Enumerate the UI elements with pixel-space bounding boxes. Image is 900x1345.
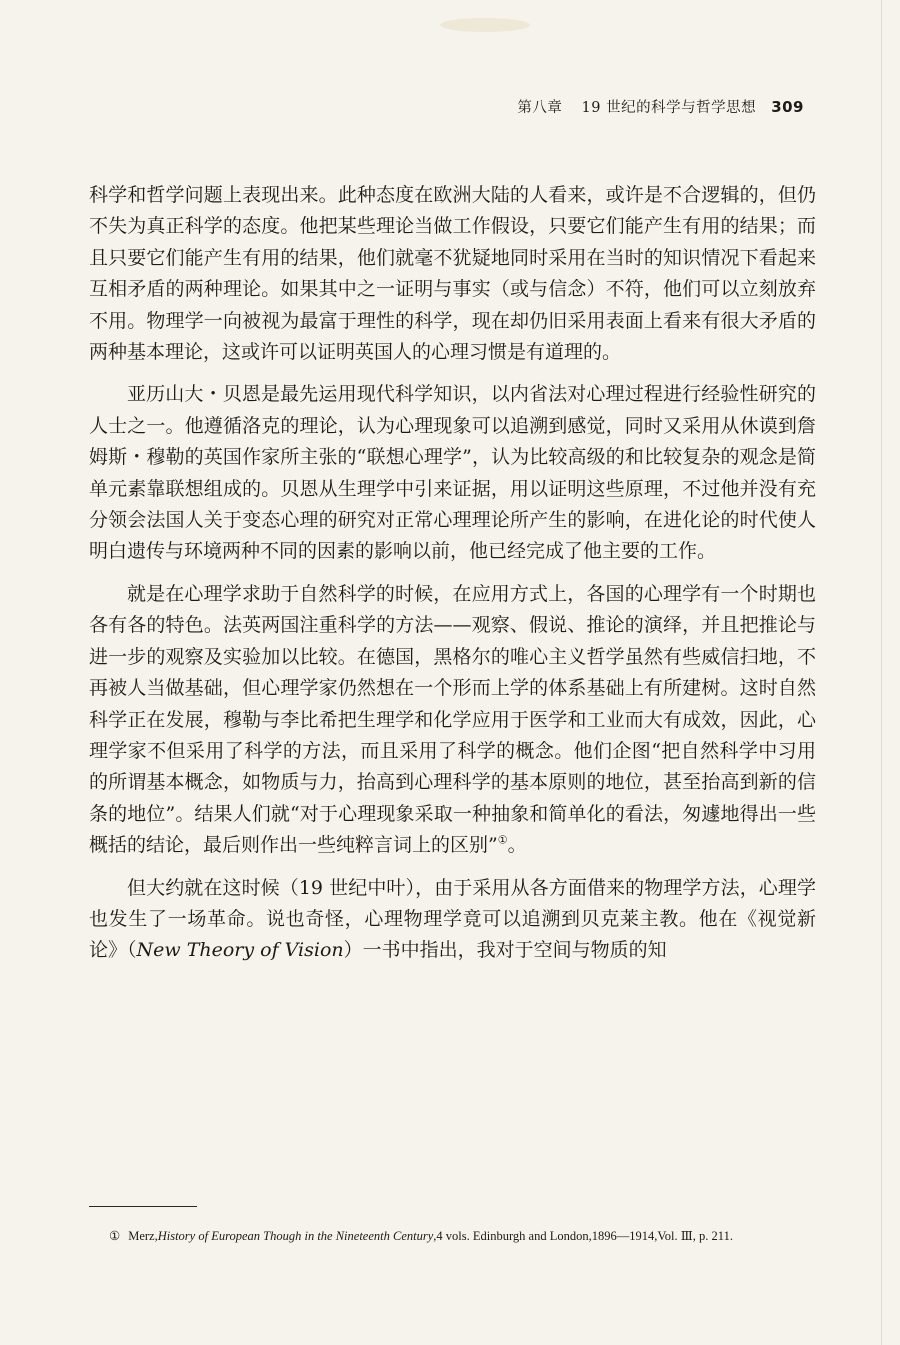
paragraph-4-text-b: ）一书中指出，我对于空间与物质的知: [343, 939, 667, 962]
page-edge: [881, 0, 882, 1345]
chapter-title: 19 世纪的科学与哲学思想: [581, 100, 757, 116]
chapter-label: 第八章: [517, 100, 563, 116]
paragraph-3-end: 。: [507, 834, 527, 857]
running-header: [517, 96, 804, 117]
book-title-italic: New Theory of Vision: [136, 939, 344, 962]
footnote-title: History of European Though in the Nineteenth Century: [157, 1229, 434, 1243]
paper-stain: [440, 18, 530, 32]
paragraph-1: 科学和哲学问题上表现出来。此种态度在欧洲大陆的人看来，或许是不合逻辑的，但仍不失为真正科学的态度。他把某些理论当做工作假设，只要它们能产生有用的结果；而且只要它们能产生有用的结果，他们就毫不犹疑地同时采用在当时的知识情况下看起来互相矛盾的两种理论。如果其中之一证明与事实（或与信念）不符，他们可以立刻放弃不用。物理学一向被视为最富于理性的科学，现在却仍旧采用表面上看来有很大矛盾的两种基本理论，这或许可以证明英国人的心理习惯是有道理的。: [89, 184, 816, 364]
paragraph-3-text: 就是在心理学求助于自然科学的时候，在应用方式上，各国的心理学有一个时期也各有各的特色。法英两国注重科学的方法——观察、假说、推论的演绎，并且把推论与进一步的观察及实验加以比较。在德国，黑格尔的唯心主义哲学虽然有些威信扫地，不再被人当做基础，但心理学家仍然想在一个形而上学的体系基础上有所建树。这时自然科学正在发展，穆勒与李比希把生理学和化学应用于医学和工业而大有成效，因此，心理学家不但采用了科学的方法，而且采用了科学的概念。他们企图“把自然科学中习用的所谓基本概念，如物质与力，抬高到心理科学的基本原则的地位，甚至抬高到新的信条的地位”。结果人们就“对于心理现象采取一种抽象和简单化的看法，匆遽地得出一些概括的结论，最后则作出一些纯粹言词上的区别”: [89, 582, 816, 857]
paragraph-2: 亚历山大・贝恩是最先运用现代科学知识，以内省法对心理过程进行经验性研究的人士之一。他遵循洛克的理论，认为心理现象可以追溯到感觉，同时又采用从休谟到詹姆斯・穆勒的英国作家所主张的“联想心理学”，认为比较高级的和比较复杂的观念是简单元素靠联想组成的。贝恩从生理学中引来证据，用以证明这些原理，不过他并没有充分领会法国人关于变态心理的研究对正常心理理论所产生的影响，在进化论的时代使人明白遗传与环境两种不同的因素的影响以前，他已经完成了他主要的工作。: [89, 383, 816, 563]
footnote: [89, 1226, 816, 1247]
footnote-reference[interactable]: ①: [497, 833, 508, 847]
footnote-details: ,4 vols. Edinburgh and London,1896—1914,Vol. Ⅲ, p. 211.: [433, 1229, 733, 1243]
footnote-author: Merz,: [128, 1229, 158, 1243]
footnote-divider: [89, 1206, 197, 1207]
paragraph-3: [89, 579, 816, 862]
paragraph-4-text-a: 但大约就在这时候（19 世纪中叶），由于采用从各方面借来的物理学方法，心理学也发生了一场革命。说也奇怪，心理物理学竟可以追溯到贝克莱主教。他在《视觉新论》（: [89, 876, 816, 962]
paragraph-4: [89, 873, 816, 967]
page-number: 309: [771, 98, 804, 116]
body-text: [89, 180, 816, 967]
footnote-marker: ①: [109, 1229, 121, 1243]
